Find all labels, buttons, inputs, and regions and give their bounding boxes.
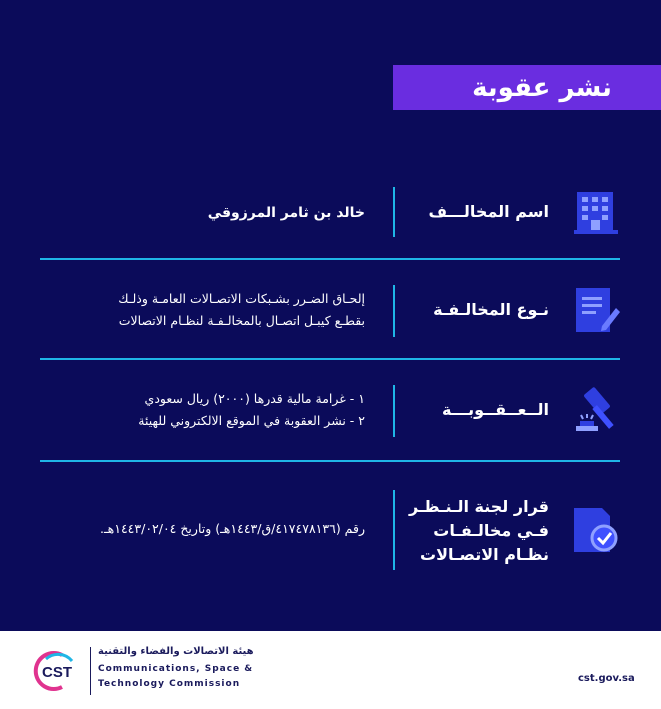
logo-text: CST xyxy=(42,664,72,681)
penalty-line-2: ٢ - نشر العقوبة في الموقع الالكتروني للهيئة xyxy=(138,413,365,428)
penalty-label: الــعــقــوبـــة xyxy=(442,400,549,419)
row-divider-vertical xyxy=(393,490,395,570)
row-divider xyxy=(40,460,620,462)
row-divider-vertical xyxy=(393,385,395,437)
footer xyxy=(0,631,661,709)
row-divider xyxy=(40,358,620,360)
violation-type-line-2: بقطـع كيبـل اتصـال بالمخالـفـة لنظـام الاتصالات xyxy=(118,313,365,328)
page-title: نشر عقوبة xyxy=(472,72,612,103)
decision-label-line-1: قرار لجنة الـنـظـر xyxy=(408,497,549,516)
violator-name-value: خالد بن ثامر المرزوقي xyxy=(207,205,365,221)
penalty-line-1: ١ - غرامة مالية قدرها (٢٠٠٠) ريال سعودي xyxy=(144,391,365,406)
org-name-ar: هيئة الاتصالات والفضاء والتقنية xyxy=(98,646,254,657)
gavel-icon xyxy=(572,386,620,434)
website-link[interactable]: cst.gov.sa xyxy=(578,673,635,684)
building-icon xyxy=(572,188,620,236)
document-pen-icon xyxy=(572,286,620,334)
logo-divider xyxy=(90,647,91,695)
decision-label-line-2: فـي مخالـفـات xyxy=(433,521,549,540)
row-divider-vertical xyxy=(393,187,395,237)
org-name-en-1: Communications, Space & xyxy=(98,664,254,674)
row-divider xyxy=(40,258,620,260)
decision-value: رقم (٤١٧٤٧٨١٣٦/ق/١٤٤٣هـ) وتاريخ ١٤٤٣/٠٢/٠٤هـ. xyxy=(100,521,365,536)
violation-type-line-1: إلحـاق الضـرر بشـبكات الاتصـالات العامـة وذلـك xyxy=(118,291,365,306)
decision-label-line-3: نظـام الاتصـالات xyxy=(419,545,549,564)
row-divider-vertical xyxy=(393,285,395,337)
cst-logo xyxy=(32,649,84,693)
gear-check-icon xyxy=(572,506,620,554)
org-name-en-2: Technology Commission xyxy=(98,679,241,689)
title-banner xyxy=(393,65,661,110)
violator-name-label: اسم المخالـــف xyxy=(428,202,549,221)
violation-type-label: نـوع المخالـفـة xyxy=(433,300,549,319)
